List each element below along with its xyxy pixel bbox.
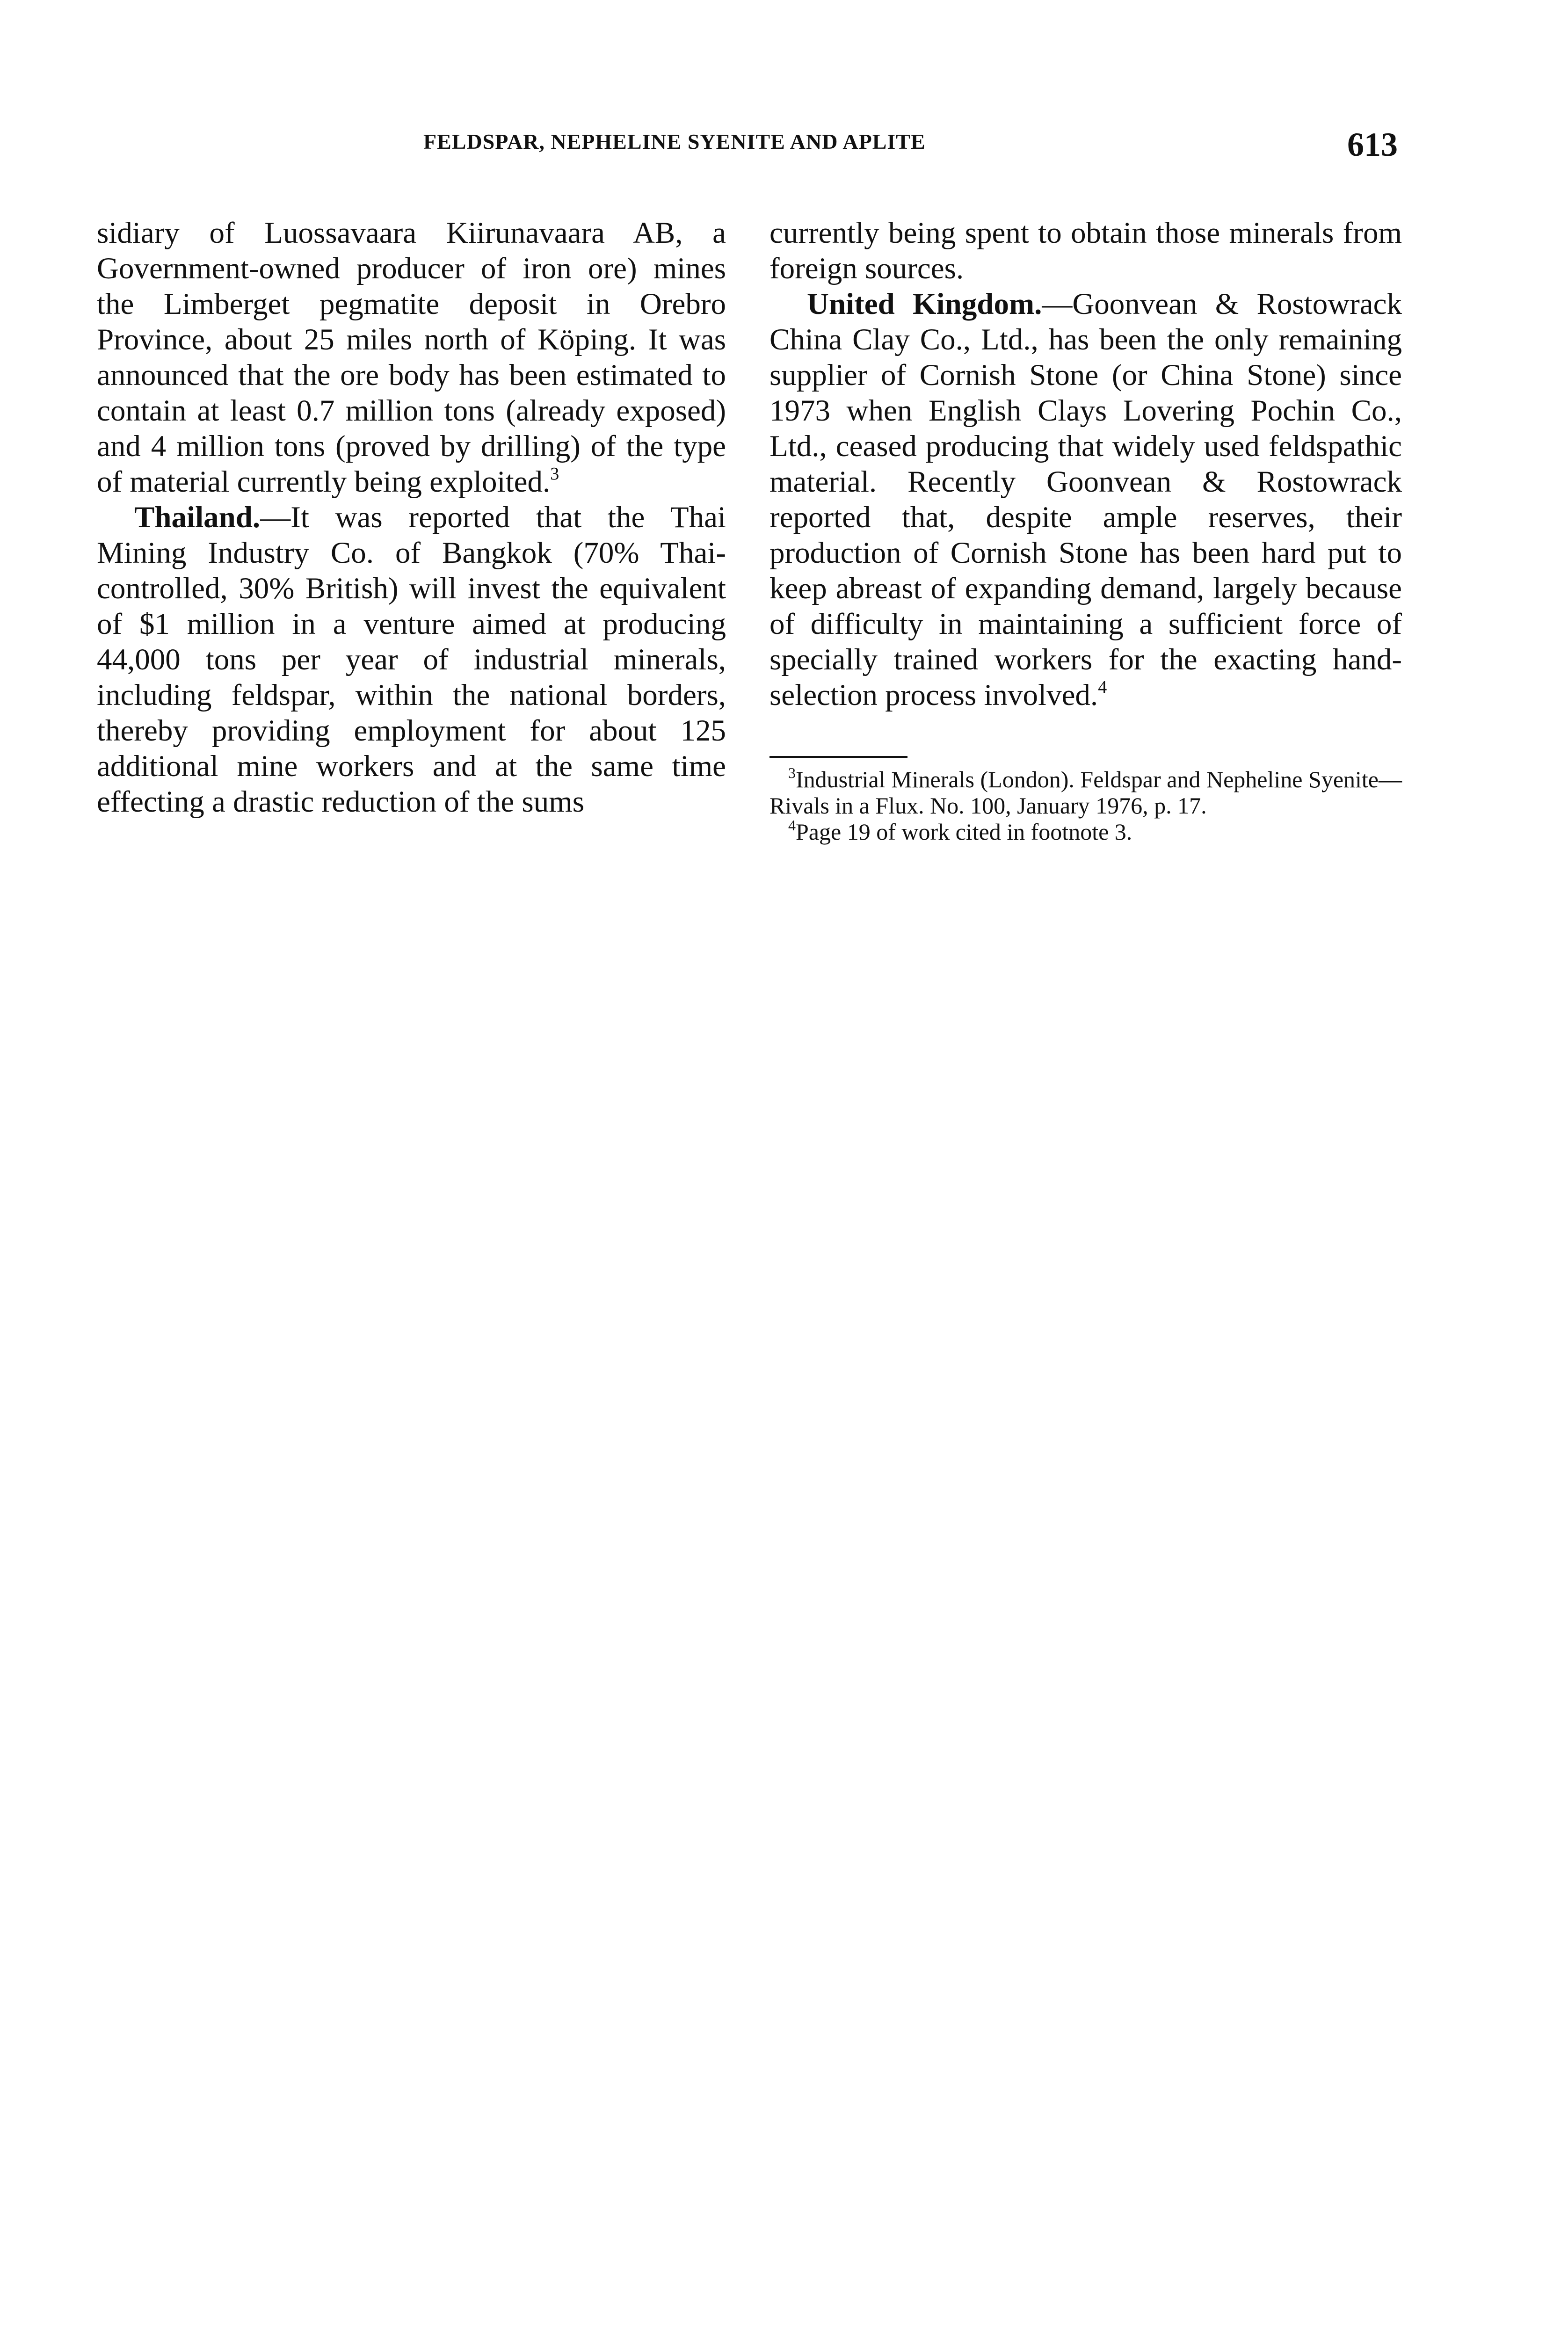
paragraph-text: —Goonvean & Rostowrack China Clay Co., Ltd., has been the only remaining supplier of Cornish Stone (or China Stone) since 1973 when English Clays Lovering Pochin Co., Ltd., ceased producing that widely used feldspathic material. Recently Goonvean & Rostowrack reported that, despite ample reserves, their production of Cornish Stone has been hard put to keep abreast of expanding demand, largely because of difficulty in maintaining a sufficient force of specially trained workers for the exacting hand-selection process involved. — [769, 287, 1402, 712]
footnote-3 — [769, 766, 1402, 819]
footnote-text: Industrial Minerals (London). Feldspar and Nepheline Syenite—Rivals in a Flux. No. 100, January 1976, p. 17. — [769, 766, 1402, 819]
running-head — [0, 125, 1568, 167]
footnote-number: 3 — [788, 764, 796, 781]
left-column — [97, 215, 726, 820]
page-number: 613 — [1347, 126, 1398, 163]
footnote-divider — [769, 756, 907, 758]
thailand-paragraph — [97, 500, 726, 820]
thailand-continued-paragraph — [769, 215, 1402, 286]
footnote-4 — [769, 819, 1402, 845]
section-heading-united-kingdom: United Kingdom. — [807, 287, 1042, 321]
footnote-text: Page 19 of work cited in footnote 3. — [796, 819, 1132, 845]
paragraph-text: currently being spent to obtain those minerals from foreign sources. — [769, 216, 1402, 285]
footnote-ref: 4 — [1098, 677, 1107, 697]
paragraph-text: sidiary of Luossavaara Kiirunavaara AB, a Government-owned producer of iron ore) mines the Limberget pegmatite deposit in Orebro Province, about 25 miles north of Köping. It was announced that the ore body has been estimated to contain at least 0.7 million tons (already exposed) and 4 million tons (proved by drilling) of the type of material currently being exploited. — [97, 216, 726, 499]
footnotes — [769, 766, 1402, 845]
united-kingdom-paragraph — [769, 286, 1402, 713]
section-heading-thailand: Thailand. — [134, 501, 261, 534]
running-title: FELDSPAR, NEPHELINE SYENITE AND APLITE — [423, 130, 926, 153]
right-column — [769, 215, 1402, 845]
footnote-number: 4 — [788, 817, 796, 834]
sweden-continued-paragraph — [97, 215, 726, 500]
paragraph-text: —It was reported that the Thai Mining Industry Co. of Bangkok (70% Thai-controlled, 30% British) will invest the equivalent of $1 million in a venture aimed at producing 44,000 tons per year of industrial minerals, including feldspar, within the national borders, thereby providing employment for about 125 additional mine workers and at the same time effecting a drastic reduction of the sums — [97, 501, 726, 819]
footnote-ref: 3 — [550, 464, 559, 484]
